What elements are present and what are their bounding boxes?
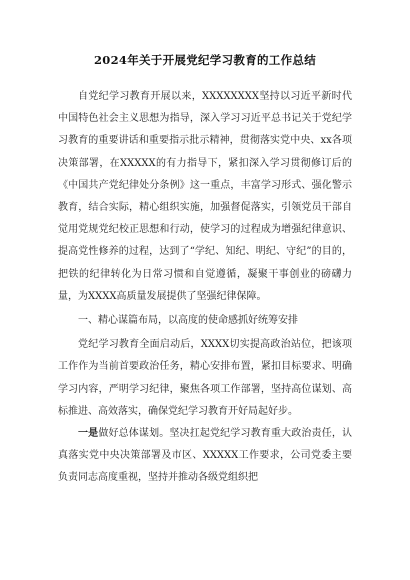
point-1-lead: 一是 bbox=[78, 428, 99, 440]
point-1-paragraph bbox=[58, 423, 352, 490]
section-1-heading: 一、精心谋篇布局，以高度的使命感抓好统筹安排 bbox=[78, 315, 298, 327]
document-title: 2024年关于开展党纪学习教育的工作总结 bbox=[93, 53, 316, 67]
section-1-paragraph: 党纪学习教育全面启动后，XXXX切实提高政治站位，把该项工作作为当前首要政治任务，精心安排布置，紧扣目标要求、明确学习内容，严明学习纪律，聚焦各项工作部署，坚持高位谋划、高标推进、高效落实，确保党纪学习教育开好局起好步。 bbox=[58, 339, 352, 417]
intro-paragraph: 自党纪学习教育开展以来，XXXXXXXX坚持以习近平新时代中国特色社会主义思想为指导，深入学习习近平总书记关于党纪学习教育的重要讲话和重要指示批示精神，贯彻落实党中央、xx各项决策部署，在XXXXX的有力指导下，紧扣深入学习贯彻修订后的《中国共产党纪律处分条例》这一重点，丰富学习形式、强化警示教育，结合实际，精心组织实施，加强督促落实，引领党员干部自觉用党规党纪校正思想和行动，使学习的过程成为增强纪律意识、提高党性修养的过程，达到了“学纪、知纪、明纪、守纪”的目的，把铁的纪律转化为日常习惯和自觉遵循，凝聚干事创业的磅礴力量，为XXXX高质量发展提供了坚强纪律保障。 bbox=[58, 91, 352, 302]
point-1-text: 做好总体谋划。坚决扛起党纪学习教育重大政治责任，认真落实党中央决策部署及市区、XXXXX工作要求，公司党委主要负责同志高度重视，坚持并推动各级党组织把 bbox=[58, 428, 353, 484]
